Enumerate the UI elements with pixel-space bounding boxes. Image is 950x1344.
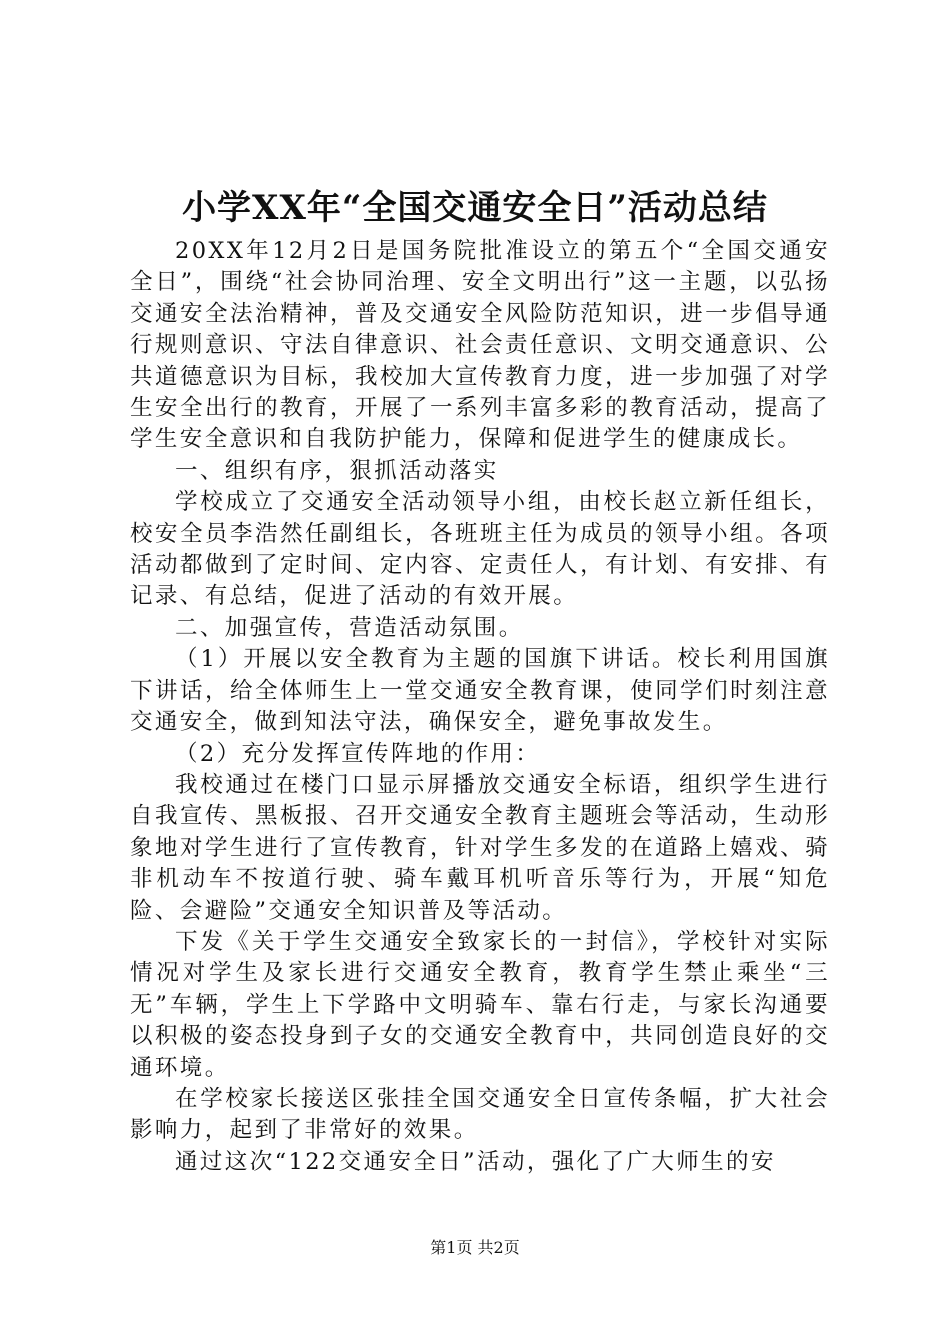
page-number: 第1页 共2页 xyxy=(430,1238,520,1257)
document-body xyxy=(130,236,830,1178)
paragraph: （1）开展以安全教育为主题的国旗下讲话。校长利用国旗下讲话，给全体师生上一堂交通安全教育课，使同学们时刻注意交通安全，做到知法守法，确保安全，避免事故发生。 xyxy=(130,646,830,736)
section-heading-1: 一、组织有序，狠抓活动落实 xyxy=(175,457,499,484)
paragraph: 下发《关于学生交通安全致家长的一封信》，学校针对实际情况对学生及家长进行交通安全教育，教育学生禁止乘坐“三无”车辆，学生上下学路中文明骑车、靠右行走，与家长沟通要以积极的姿态投身到子女的交通安全教育中，共同创造良好的交通环境。 xyxy=(130,928,830,1081)
paragraph: 通过这次“122交通安全日”活动，强化了广大师生的安 xyxy=(175,1148,776,1175)
paragraph: （2）充分发挥宣传阵地的作用： xyxy=(175,740,541,767)
section-heading-2: 二、加强宣传，营造活动氛围。 xyxy=(175,614,524,641)
paragraph-intro: 20XX年12月2日是国务院批准设立的第五个“全国交通安全日”，围绕“社会协同治理、安全文明出行”这一主题，以弘扬交通安全法治精神，普及交通安全风险防范知识，进一步倡导通行规则意识、守法自律意识、社会责任意识、文明交通意识、公共道德意识为目标，我校加大宣传教育力度，进一步加强了对学生安全出行的教育，开展了一系列丰富多彩的教育活动，提高了学生安全意识和自我防护能力，保障和促进学生的健康成长。 xyxy=(130,238,830,453)
paragraph: 学校成立了交通安全活动领导小组，由校长赵立新任组长，校安全员李浩然任副组长，各班班主任为成员的领导小组。各项活动都做到了定时间、定内容、定责任人，有计划、有安排、有记录、有总结，促进了活动的有效开展。 xyxy=(130,489,830,610)
paragraph: 在学校家长接送区张挂全国交通安全日宣传条幅，扩大社会影响力，起到了非常好的效果。 xyxy=(130,1085,830,1144)
paragraph: 我校通过在楼门口显示屏播放交通安全标语，组织学生进行自我宣传、黑板报、召开交通安全教育主题班会等活动，生动形象地对学生进行了宣传教育，针对学生多发的在道路上嬉戏、骑非机动车不按道行驶、骑车戴耳机听音乐等行为，开展“知危险、会避险”交通安全知识普及等活动。 xyxy=(130,771,830,924)
document-title: 小学XX年“全国交通安全日”活动总结 xyxy=(182,188,768,228)
